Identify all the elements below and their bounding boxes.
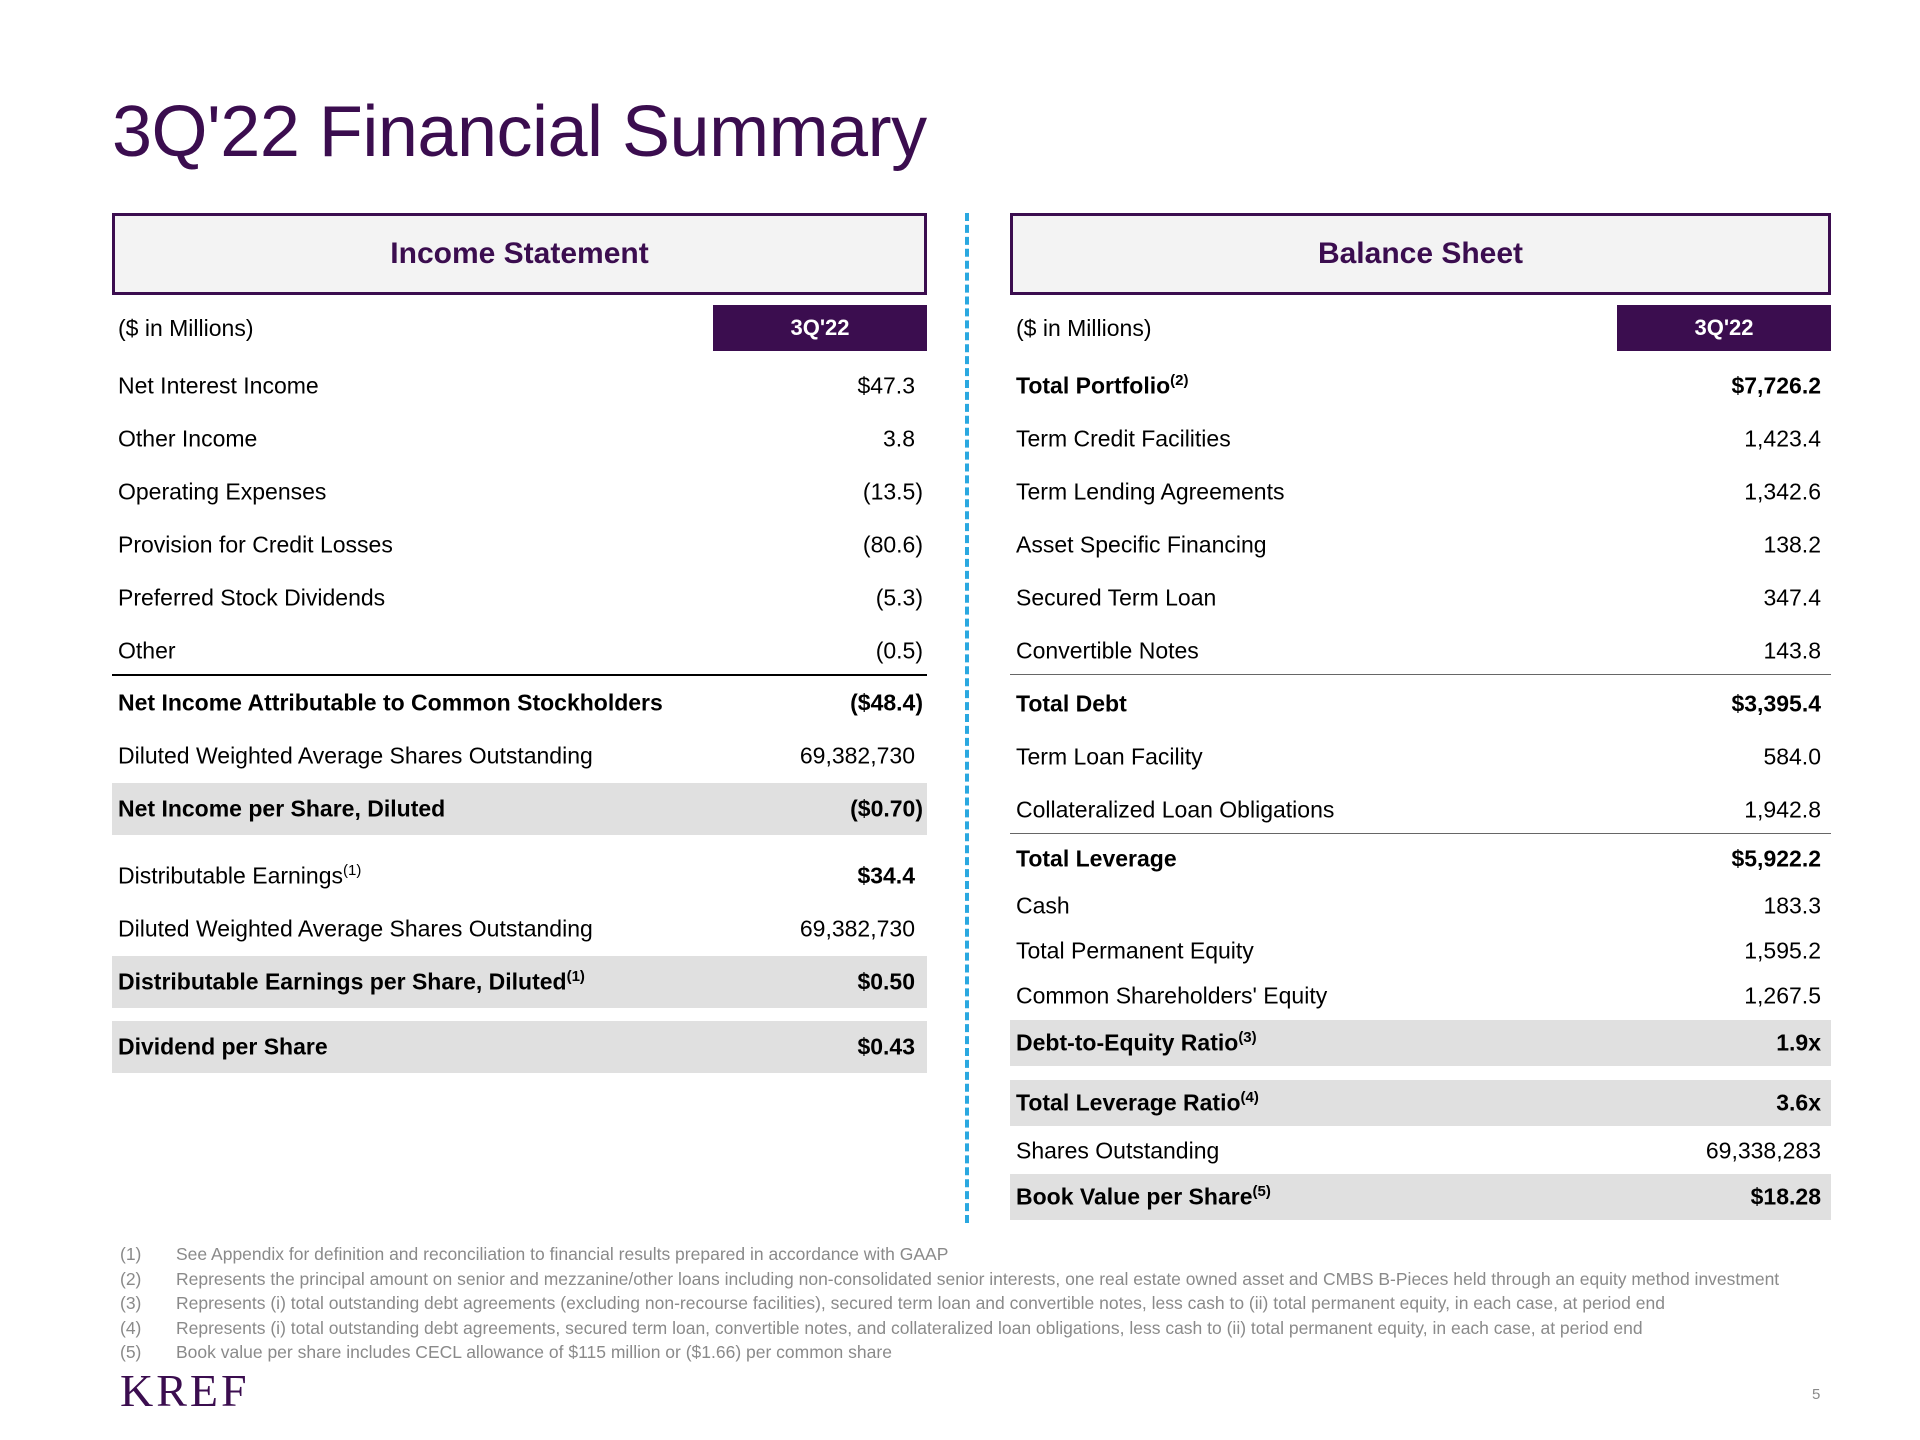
balance-units-row <box>1010 305 1831 351</box>
balance-row-label: Convertible Notes <box>1016 637 1199 664</box>
income-row-label: Net Income per Share, Diluted <box>118 795 446 822</box>
income-column-header: 3Q'22 <box>713 305 927 351</box>
balance-row <box>1010 1130 1831 1172</box>
footnote-marker: (4) <box>1240 1088 1259 1106</box>
balance-row-label: Total Portfolio$^{(2)}$ <box>1016 371 1189 399</box>
footnote-marker: (1) <box>566 967 585 985</box>
balance-row-value: $3,395.4 <box>1731 690 1821 717</box>
balance-row-label: Shares Outstanding <box>1016 1137 1220 1164</box>
footnote-text: Book value per share includes CECL allowance of $115 million or ($1.66) per common share <box>176 1342 892 1362</box>
balance-row <box>1010 628 1831 674</box>
income-row <box>112 783 927 835</box>
balance-sheet-panel <box>1010 213 1831 1210</box>
income-row-value: (0.5) <box>875 637 923 664</box>
footnote-number: (5) <box>120 1342 142 1362</box>
income-row-value: 3.8 <box>883 425 915 452</box>
table-rule <box>1010 674 1831 675</box>
balance-row-label: Asset Specific Financing <box>1016 531 1267 558</box>
income-row-label: Diluted Weighted Average Shares Outstanding <box>118 915 593 942</box>
table-rule <box>1010 833 1831 834</box>
balance-row <box>1010 836 1831 882</box>
balance-row-value: 584.0 <box>1763 743 1821 770</box>
income-row-label: Provision for Credit Losses <box>118 531 393 558</box>
page-number: 5 <box>1812 1386 1821 1403</box>
income-row <box>112 733 927 779</box>
income-row <box>112 416 927 462</box>
footnote-number: (1) <box>120 1244 142 1264</box>
balance-row-label: Total Debt <box>1016 690 1127 717</box>
balance-row <box>1010 522 1831 568</box>
balance-row-label: Book Value per Share$^{(5)}$ <box>1016 1182 1271 1210</box>
income-row-value: $0.43 <box>857 1033 915 1060</box>
footnote <box>120 1291 1779 1316</box>
balance-row-label: Secured Term Loan <box>1016 584 1217 611</box>
income-row-value: ($48.4) <box>850 689 923 716</box>
balance-row <box>1010 1020 1831 1066</box>
footnote-text: Represents (i) total outstanding debt agreements (excluding non-recourse facilities), secured term loan and convertible notes, less cash to (ii) total permanent equity, in each case, at period end <box>176 1293 1665 1313</box>
income-statement-panel <box>112 213 927 1060</box>
income-row-label: Net Interest Income <box>118 372 319 399</box>
balance-row-value: $18.28 <box>1750 1183 1821 1210</box>
income-units-row <box>112 305 927 351</box>
balance-row-value: $5,922.2 <box>1731 845 1821 872</box>
income-row-value: ($0.70) <box>850 795 923 822</box>
balance-row <box>1010 363 1831 409</box>
income-row-label: Net Income Attributable to Common Stockholders <box>118 689 663 716</box>
kref-logo: KREF <box>120 1365 250 1416</box>
balance-row-value: 138.2 <box>1763 531 1821 558</box>
balance-row-label: Total Leverage Ratio$^{(4)}$ <box>1016 1088 1259 1116</box>
income-row-value: $0.50 <box>857 968 915 995</box>
balance-units-label: ($ in Millions) <box>1016 315 1152 341</box>
balance-row-value: 1.9x <box>1776 1029 1821 1056</box>
income-row-label: Preferred Stock Dividends <box>118 584 386 611</box>
balance-row-label: Collateralized Loan Obligations <box>1016 796 1335 823</box>
footnote <box>120 1316 1779 1341</box>
income-row-value: 69,382,730 <box>799 742 915 769</box>
balance-row-value: 3.6x <box>1776 1089 1821 1116</box>
balance-sheet-header: Balance Sheet <box>1010 213 1831 295</box>
balance-row-value: 1,595.2 <box>1744 937 1821 964</box>
footnotes <box>120 1242 1779 1365</box>
income-row-value: $34.4 <box>857 862 915 889</box>
balance-row-value: $7,726.2 <box>1731 372 1821 399</box>
footnote <box>120 1267 1779 1292</box>
balance-row-value: 1,267.5 <box>1744 982 1821 1009</box>
balance-row <box>1010 1080 1831 1126</box>
income-row-value: (13.5) <box>862 478 923 505</box>
income-row <box>112 469 927 515</box>
footnote-number: (3) <box>120 1293 142 1313</box>
balance-row <box>1010 930 1831 972</box>
income-units-label: ($ in Millions) <box>118 315 254 341</box>
income-row <box>112 850 927 902</box>
income-row-label: Diluted Weighted Average Shares Outstanding <box>118 742 593 769</box>
panel-divider <box>965 213 969 1223</box>
footnote <box>120 1242 1779 1267</box>
balance-row-label: Term Loan Facility <box>1016 743 1203 770</box>
footnote-marker: (2) <box>1170 371 1189 389</box>
income-row-label: Dividend per Share <box>118 1033 328 1060</box>
balance-row-value: 183.3 <box>1763 892 1821 919</box>
balance-row-label: Common Shareholders' Equity <box>1016 982 1328 1009</box>
footnote-number: (4) <box>120 1317 142 1338</box>
income-row <box>112 1021 927 1073</box>
balance-row-value: 1,342.6 <box>1744 478 1821 505</box>
table-rule <box>112 674 927 676</box>
balance-row-label: Total Leverage <box>1016 845 1177 872</box>
income-row-label: Other <box>118 637 176 664</box>
footnote-text: Represents (i) total outstanding debt agreements, secured term loan, convertible notes, and collateralized loan obligations, less cash to (ii) total permanent equity, in each case, at period end <box>176 1317 1643 1338</box>
balance-row-value: 347.4 <box>1763 584 1821 611</box>
balance-row <box>1010 1174 1831 1220</box>
income-row <box>112 906 927 952</box>
footnote-text: Represents the principal amount on senior and mezzanine/other loans including non-consolidated senior interests, one real estate owned asset and CMBS B-Pieces held through an equity method investment <box>176 1268 1780 1289</box>
balance-row-label: Term Lending Agreements <box>1016 478 1285 505</box>
footnote <box>120 1340 1779 1365</box>
income-row-value: (5.3) <box>875 584 923 611</box>
income-row-value: 69,382,730 <box>799 915 915 942</box>
footnote-text: See Appendix for definition and reconciliation to financial results prepared in accordance with GAAP <box>176 1244 949 1264</box>
balance-row-value: 143.8 <box>1763 637 1821 664</box>
balance-row <box>1010 734 1831 780</box>
page-title: 3Q'22 Financial Summary <box>112 92 927 172</box>
balance-row <box>1010 575 1831 621</box>
income-row <box>112 575 927 621</box>
balance-row-value: 1,423.4 <box>1744 425 1821 452</box>
balance-row <box>1010 416 1831 462</box>
footnote-number: (2) <box>120 1268 142 1289</box>
balance-row-label: Cash <box>1016 892 1070 919</box>
footnote-marker: (3) <box>1238 1028 1257 1046</box>
income-row <box>112 680 927 726</box>
balance-row <box>1010 885 1831 927</box>
footnote-marker: (1) <box>343 861 362 879</box>
income-row <box>112 522 927 568</box>
income-row-label: Other Income <box>118 425 258 452</box>
balance-row <box>1010 469 1831 515</box>
income-row <box>112 363 927 409</box>
balance-row-value: 69,338,283 <box>1705 1137 1821 1164</box>
income-statement-header: Income Statement <box>112 213 927 295</box>
income-row-value: (80.6) <box>862 531 923 558</box>
income-row <box>112 628 927 674</box>
income-row-label: Distributable Earnings per Share, Diluted$^{(1)}$ <box>118 967 585 995</box>
footnote-marker: (5) <box>1252 1182 1271 1200</box>
income-row-value: $47.3 <box>857 372 915 399</box>
balance-column-header: 3Q'22 <box>1617 305 1831 351</box>
income-row-label: Distributable Earnings$^{(1)}$ <box>118 861 362 889</box>
balance-row <box>1010 975 1831 1017</box>
balance-row-label: Term Credit Facilities <box>1016 425 1231 452</box>
income-row-label: Operating Expenses <box>118 478 327 505</box>
balance-row <box>1010 787 1831 833</box>
balance-row-label: Debt-to-Equity Ratio$^{(3)}$ <box>1016 1028 1257 1056</box>
balance-row <box>1010 681 1831 727</box>
balance-row-label: Total Permanent Equity <box>1016 937 1254 964</box>
income-row <box>112 956 927 1008</box>
balance-row-value: 1,942.8 <box>1744 796 1821 823</box>
